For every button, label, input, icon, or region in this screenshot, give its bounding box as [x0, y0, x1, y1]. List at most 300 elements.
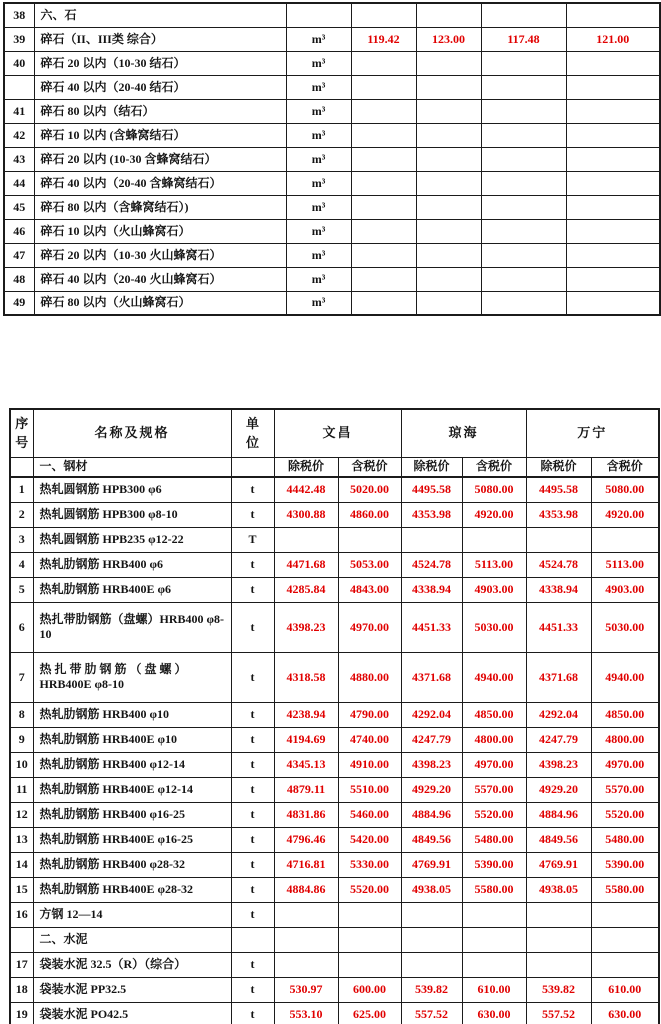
price-cell: 5580.00	[591, 877, 659, 902]
price-cell: 4796.46	[274, 827, 338, 852]
col-header-inctax-wenchang: 含税价	[338, 457, 401, 477]
item-name-cell: 碎石 80 以内（火山蜂窝石）	[34, 291, 286, 315]
price-cell: 4524.78	[401, 552, 462, 577]
row-number-cell: 10	[10, 752, 33, 777]
unit-cell: t	[231, 1002, 274, 1024]
unit-cell: m³	[286, 123, 351, 147]
row-number-cell: 49	[4, 291, 34, 315]
price-cell: 4495.58	[401, 477, 462, 502]
material-price-table	[9, 408, 660, 1024]
unit-cell: m³	[286, 195, 351, 219]
item-name-cell: 热轧肋钢筋 HRB400E φ6	[33, 577, 231, 602]
price-cell	[338, 902, 401, 927]
row-number-cell: 44	[4, 171, 34, 195]
price-cell: 4194.69	[274, 727, 338, 752]
item-name-cell: 方钢 12—14	[33, 902, 231, 927]
price-cell: 5570.00	[591, 777, 659, 802]
item-name-cell: 热轧肋钢筋 HRB400 φ12-14	[33, 752, 231, 777]
price-cell: 5030.00	[462, 602, 526, 652]
price-cell	[401, 952, 462, 977]
row-number-cell: 48	[4, 267, 34, 291]
price-cell: 5080.00	[591, 477, 659, 502]
price-cell: 4285.84	[274, 577, 338, 602]
row-number-cell: 12	[10, 802, 33, 827]
price-cell	[481, 291, 566, 315]
price-cell	[526, 952, 591, 977]
price-cell: 625.00	[338, 1002, 401, 1024]
price-cell	[462, 927, 526, 952]
unit-cell: t	[231, 752, 274, 777]
stone-price-table	[3, 2, 661, 316]
unit-cell: m³	[286, 99, 351, 123]
price-cell: 5420.00	[338, 827, 401, 852]
item-name-cell: 碎石（II、III类 综合）	[34, 27, 286, 51]
price-cell: 5510.00	[338, 777, 401, 802]
price-cell: 610.00	[462, 977, 526, 1002]
row-number-cell: 11	[10, 777, 33, 802]
item-name-cell: 碎石 10 以内（火山蜂窝石）	[34, 219, 286, 243]
price-cell: 4849.56	[526, 827, 591, 852]
price-cell: 4371.68	[526, 652, 591, 702]
price-cell	[566, 123, 660, 147]
price-cell: 4970.00	[462, 752, 526, 777]
price-cell: 4292.04	[401, 702, 462, 727]
price-cell: 4970.00	[591, 752, 659, 777]
price-cell: 4843.00	[338, 577, 401, 602]
table-row	[10, 777, 659, 802]
price-cell: 117.48	[481, 27, 566, 51]
price-cell: 4353.98	[526, 502, 591, 527]
item-name-cell: 热轧肋钢筋 HRB400 φ28-32	[33, 852, 231, 877]
price-cell	[274, 527, 338, 552]
row-number-cell: 14	[10, 852, 33, 877]
unit-cell: m³	[286, 27, 351, 51]
price-cell: 4451.33	[526, 602, 591, 652]
row-number-cell: 17	[10, 952, 33, 977]
price-cell: 4970.00	[338, 602, 401, 652]
table-row	[10, 602, 659, 652]
price-cell: 5030.00	[591, 602, 659, 652]
table-row	[10, 852, 659, 877]
item-name-cell: 热轧肋钢筋 HRB400E φ10	[33, 727, 231, 752]
item-name-cell: 袋装水泥 PO42.5	[33, 1002, 231, 1024]
price-cell	[274, 902, 338, 927]
price-cell: 123.00	[416, 27, 481, 51]
unit-cell	[231, 927, 274, 952]
unit-cell: t	[231, 577, 274, 602]
price-cell: 5020.00	[338, 477, 401, 502]
col-header-inctax-qionghai: 含税价	[462, 457, 526, 477]
price-cell: 5480.00	[591, 827, 659, 852]
price-cell: 4849.56	[401, 827, 462, 852]
item-name-cell: 碎石 80 以内（结石）	[34, 99, 286, 123]
price-cell: 5330.00	[338, 852, 401, 877]
col-header-no-label: 序号	[15, 415, 29, 451]
unit-cell: t	[231, 727, 274, 752]
price-cell	[416, 171, 481, 195]
item-name-cell: 碎石 20 以内（10-30 结石）	[34, 51, 286, 75]
col-header-extax-wenchang: 除税价	[274, 457, 338, 477]
price-cell: 4879.11	[274, 777, 338, 802]
price-cell: 5520.00	[462, 802, 526, 827]
price-cell: 4920.00	[591, 502, 659, 527]
row-number-cell: 2	[10, 502, 33, 527]
price-cell	[416, 243, 481, 267]
item-name-cell: 热 扎 带 肋 钢 筋 （ 盘 螺 ） HRB400E φ8-10	[33, 652, 231, 702]
price-cell	[351, 171, 416, 195]
price-cell	[591, 527, 659, 552]
price-cell	[481, 267, 566, 291]
table-header-row	[10, 409, 659, 457]
price-cell	[401, 527, 462, 552]
table-row	[10, 527, 659, 552]
col-header-unit-label: 单位	[245, 415, 259, 451]
col-header-extax-wanning: 除税价	[526, 457, 591, 477]
price-cell: 4940.00	[462, 652, 526, 702]
price-cell: 4345.13	[274, 752, 338, 777]
price-cell: 553.10	[274, 1002, 338, 1024]
price-cell: 4850.00	[462, 702, 526, 727]
row-number-cell	[10, 927, 33, 952]
row-number-cell: 15	[10, 877, 33, 902]
table-row	[10, 752, 659, 777]
item-name-cell: 热轧圆钢筋 HPB300 φ8-10	[33, 502, 231, 527]
item-name-cell: 热扎带肋钢筋（盘螺）HRB400 φ8-10	[33, 602, 231, 652]
row-number-cell: 13	[10, 827, 33, 852]
row-number-cell: 16	[10, 902, 33, 927]
price-cell	[481, 171, 566, 195]
price-cell: 4740.00	[338, 727, 401, 752]
item-name-cell: 二、水泥	[33, 927, 231, 952]
price-cell	[338, 527, 401, 552]
price-cell: 4910.00	[338, 752, 401, 777]
price-cell	[338, 927, 401, 952]
price-cell: 5580.00	[462, 877, 526, 902]
col-header-inctax-wanning: 含税价	[591, 457, 659, 477]
price-cell	[591, 927, 659, 952]
price-cell	[351, 99, 416, 123]
price-cell	[351, 291, 416, 315]
item-name-cell: 六、石	[34, 3, 286, 27]
row-number-cell: 41	[4, 99, 34, 123]
table-row	[10, 552, 659, 577]
price-cell: 4880.00	[338, 652, 401, 702]
item-name-cell: 碎石 40 以内（20-40 含蜂窝结石）	[34, 171, 286, 195]
price-cell: 5460.00	[338, 802, 401, 827]
table-row	[10, 977, 659, 1002]
unit-cell: t	[231, 827, 274, 852]
table-row	[10, 927, 659, 952]
price-cell	[351, 267, 416, 291]
price-cell: 4398.23	[401, 752, 462, 777]
price-cell: 5520.00	[591, 802, 659, 827]
price-cell	[351, 51, 416, 75]
price-cell: 4800.00	[591, 727, 659, 752]
price-cell	[416, 75, 481, 99]
price-cell: 5570.00	[462, 777, 526, 802]
price-cell: 5520.00	[338, 877, 401, 902]
item-name-cell: 袋装水泥 PP32.5	[33, 977, 231, 1002]
price-cell	[416, 219, 481, 243]
price-cell	[351, 243, 416, 267]
table-row	[10, 477, 659, 502]
price-cell	[526, 902, 591, 927]
price-cell: 4769.91	[401, 852, 462, 877]
price-cell	[351, 123, 416, 147]
item-name-cell: 热轧肋钢筋 HRB400 φ10	[33, 702, 231, 727]
price-cell	[566, 3, 660, 27]
price-cell	[481, 99, 566, 123]
table-subheader-row	[10, 457, 659, 477]
item-name-cell: 碎石 10 以内 (含蜂窝结石）	[34, 123, 286, 147]
price-cell: 4929.20	[526, 777, 591, 802]
row-number-cell: 47	[4, 243, 34, 267]
unit-cell: m³	[286, 51, 351, 75]
price-cell: 4903.00	[462, 577, 526, 602]
unit-cell: t	[231, 652, 274, 702]
unit-cell: m³	[286, 219, 351, 243]
price-cell	[566, 291, 660, 315]
row-number-cell: 18	[10, 977, 33, 1002]
price-cell: 4318.58	[274, 652, 338, 702]
price-cell	[526, 527, 591, 552]
item-name-cell: 热轧圆钢筋 HPB300 φ6	[33, 477, 231, 502]
row-number-cell: 45	[4, 195, 34, 219]
price-cell: 4940.00	[591, 652, 659, 702]
price-cell: 4471.68	[274, 552, 338, 577]
col-header-city-wanning: 万宁	[526, 409, 659, 457]
item-name-cell: 热轧肋钢筋 HRB400E φ28-32	[33, 877, 231, 902]
price-cell	[481, 243, 566, 267]
price-cell	[401, 902, 462, 927]
price-cell: 4938.05	[401, 877, 462, 902]
item-name-cell: 热轧肋钢筋 HRB400E φ16-25	[33, 827, 231, 852]
price-cell	[481, 3, 566, 27]
price-cell: 4769.91	[526, 852, 591, 877]
table-row	[10, 902, 659, 927]
unit-cell: m³	[286, 291, 351, 315]
item-name-cell: 热轧圆钢筋 HPB235 φ12-22	[33, 527, 231, 552]
price-cell	[416, 195, 481, 219]
unit-cell: m³	[286, 147, 351, 171]
price-cell: 4884.96	[526, 802, 591, 827]
price-cell	[566, 195, 660, 219]
price-cell: 4884.96	[401, 802, 462, 827]
table-row	[4, 147, 660, 171]
unit-cell: t	[231, 852, 274, 877]
price-cell: 4398.23	[526, 752, 591, 777]
unit-cell: t	[231, 877, 274, 902]
unit-cell: m³	[286, 171, 351, 195]
item-name-cell: 碎石 40 以内（20-40 结石）	[34, 75, 286, 99]
unit-cell: m³	[286, 267, 351, 291]
price-cell	[481, 51, 566, 75]
price-cell: 4903.00	[591, 577, 659, 602]
unit-cell: m³	[286, 75, 351, 99]
col-header-extax-qionghai: 除税价	[401, 457, 462, 477]
table-row	[4, 291, 660, 315]
unit-cell	[286, 3, 351, 27]
col-header-unit	[231, 409, 274, 457]
price-cell: 4800.00	[462, 727, 526, 752]
row-number-cell: 5	[10, 577, 33, 602]
price-cell: 4716.81	[274, 852, 338, 877]
price-cell: 4353.98	[401, 502, 462, 527]
price-cell: 630.00	[462, 1002, 526, 1024]
row-number-cell: 42	[4, 123, 34, 147]
item-name-cell: 热轧肋钢筋 HRB400 φ16-25	[33, 802, 231, 827]
price-cell	[566, 243, 660, 267]
price-cell	[481, 219, 566, 243]
table-row	[10, 727, 659, 752]
price-cell	[462, 902, 526, 927]
price-cell: 121.00	[566, 27, 660, 51]
subheader-empty-no	[10, 457, 33, 477]
price-cell: 4920.00	[462, 502, 526, 527]
price-cell	[274, 927, 338, 952]
price-cell: 600.00	[338, 977, 401, 1002]
price-cell	[591, 902, 659, 927]
price-cell	[416, 267, 481, 291]
unit-cell: T	[231, 527, 274, 552]
section-steel-label: 一、钢材	[33, 457, 231, 477]
price-cell	[566, 171, 660, 195]
col-header-no	[10, 409, 33, 457]
table-row	[10, 502, 659, 527]
table-row	[10, 802, 659, 827]
price-cell: 4929.20	[401, 777, 462, 802]
item-name-cell: 碎石 80 以内（含蜂窝结石）)	[34, 195, 286, 219]
price-cell: 539.82	[401, 977, 462, 1002]
row-number-cell: 7	[10, 652, 33, 702]
item-name-cell: 碎石 20 以内（10-30 火山蜂窝石）	[34, 243, 286, 267]
price-cell	[566, 267, 660, 291]
price-cell: 5113.00	[462, 552, 526, 577]
unit-cell: t	[231, 952, 274, 977]
table-row	[10, 652, 659, 702]
table-row	[4, 243, 660, 267]
row-number-cell: 46	[4, 219, 34, 243]
unit-cell: t	[231, 902, 274, 927]
price-cell	[462, 952, 526, 977]
item-name-cell: 热轧肋钢筋 HRB400E φ12-14	[33, 777, 231, 802]
price-cell: 4371.68	[401, 652, 462, 702]
table-row	[10, 827, 659, 852]
price-cell	[351, 75, 416, 99]
price-cell: 4338.94	[401, 577, 462, 602]
unit-cell: t	[231, 552, 274, 577]
row-number-cell: 6	[10, 602, 33, 652]
row-number-cell	[4, 75, 34, 99]
price-cell: 4850.00	[591, 702, 659, 727]
price-cell: 4300.88	[274, 502, 338, 527]
price-cell	[351, 147, 416, 171]
price-cell: 4442.48	[274, 477, 338, 502]
material-table-header	[10, 409, 659, 477]
price-cell	[462, 527, 526, 552]
item-name-cell: 热轧肋钢筋 HRB400 φ6	[33, 552, 231, 577]
price-cell	[566, 75, 660, 99]
price-cell	[274, 952, 338, 977]
table-row	[10, 952, 659, 977]
price-cell	[566, 147, 660, 171]
price-cell	[416, 99, 481, 123]
table-row	[4, 195, 660, 219]
table-row	[10, 702, 659, 727]
unit-cell: t	[231, 702, 274, 727]
row-number-cell: 39	[4, 27, 34, 51]
table-row	[4, 171, 660, 195]
unit-cell: t	[231, 502, 274, 527]
price-cell	[338, 952, 401, 977]
table-row	[4, 75, 660, 99]
price-cell	[481, 195, 566, 219]
price-cell	[351, 3, 416, 27]
table-row	[4, 51, 660, 75]
item-name-cell: 碎石 40 以内（20-40 火山蜂窝石）	[34, 267, 286, 291]
unit-cell: t	[231, 977, 274, 1002]
price-cell: 530.97	[274, 977, 338, 1002]
subheader-empty-unit	[231, 457, 274, 477]
price-cell	[416, 3, 481, 27]
price-cell	[416, 291, 481, 315]
table-row	[10, 877, 659, 902]
price-cell	[566, 219, 660, 243]
table-row	[4, 99, 660, 123]
price-cell: 4790.00	[338, 702, 401, 727]
price-cell	[416, 51, 481, 75]
price-cell	[481, 147, 566, 171]
price-cell	[566, 99, 660, 123]
price-cell: 5053.00	[338, 552, 401, 577]
price-cell: 4884.86	[274, 877, 338, 902]
price-cell	[526, 927, 591, 952]
price-cell: 630.00	[591, 1002, 659, 1024]
price-cell	[481, 123, 566, 147]
price-cell: 4238.94	[274, 702, 338, 727]
row-number-cell: 8	[10, 702, 33, 727]
table-row	[10, 577, 659, 602]
price-cell: 539.82	[526, 977, 591, 1002]
unit-cell: t	[231, 802, 274, 827]
price-cell: 4938.05	[526, 877, 591, 902]
price-cell	[591, 952, 659, 977]
row-number-cell: 3	[10, 527, 33, 552]
price-cell: 4831.86	[274, 802, 338, 827]
unit-cell: m³	[286, 243, 351, 267]
price-cell: 4860.00	[338, 502, 401, 527]
price-cell: 557.52	[526, 1002, 591, 1024]
price-cell: 5113.00	[591, 552, 659, 577]
price-cell: 4495.58	[526, 477, 591, 502]
row-number-cell: 9	[10, 727, 33, 752]
price-cell: 5390.00	[591, 852, 659, 877]
table-row	[4, 219, 660, 243]
row-number-cell: 40	[4, 51, 34, 75]
price-cell: 4292.04	[526, 702, 591, 727]
col-header-city-wenchang: 文昌	[274, 409, 401, 457]
row-number-cell: 1	[10, 477, 33, 502]
price-cell: 119.42	[351, 27, 416, 51]
col-header-name-spec: 名称及规格	[33, 409, 231, 457]
price-cell: 4398.23	[274, 602, 338, 652]
table-row	[4, 27, 660, 51]
price-cell	[401, 927, 462, 952]
price-cell: 557.52	[401, 1002, 462, 1024]
price-cell: 5480.00	[462, 827, 526, 852]
table-row	[4, 267, 660, 291]
price-cell: 4338.94	[526, 577, 591, 602]
